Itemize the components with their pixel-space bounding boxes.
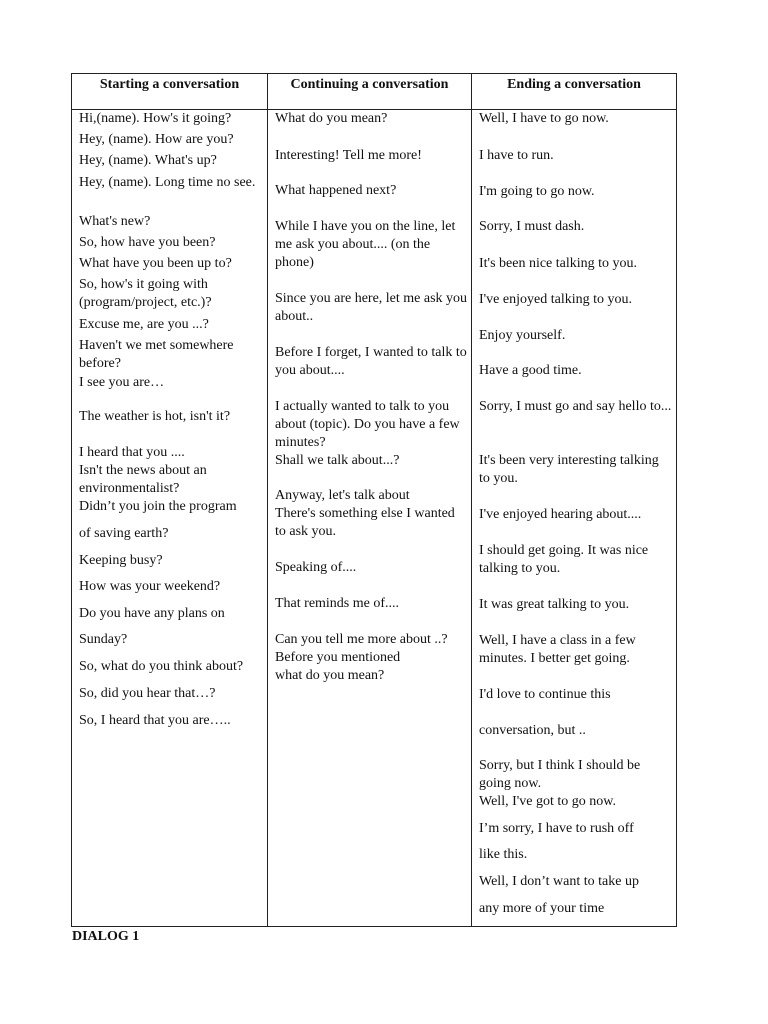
list-item: Well, I don’t want to take up	[479, 874, 639, 889]
list-item: Since you are here, let me ask you about..	[275, 291, 468, 324]
dialog-heading: DIALOG 1	[72, 929, 140, 944]
list-item: I should get going. It was nice talking to you.	[479, 543, 649, 576]
list-item: Well, I've got to go now.	[479, 794, 616, 809]
list-item: Hey, (name). Long time no see.	[79, 175, 256, 190]
list-item: Isn't the news about an environmentalist?	[79, 463, 207, 496]
list-item: Interesting! Tell me more!	[275, 148, 422, 163]
list-item: of saving earth?	[79, 526, 169, 541]
header-ending: Ending a conversation	[507, 77, 641, 92]
list-item: I’m sorry, I have to rush off	[479, 821, 634, 836]
list-item: Keeping busy?	[79, 553, 163, 568]
list-item: Hey, (name). How are you?	[79, 132, 234, 147]
list-item: So, how's it going with (program/project, etc.)?	[79, 277, 212, 310]
list-item: I'd love to continue this	[479, 687, 611, 702]
list-item: Hey, (name). What's up?	[79, 153, 217, 168]
list-item: what do you mean?	[275, 668, 385, 683]
list-item: The weather is hot, isn't it?	[79, 409, 231, 424]
list-item: Shall we talk about...?	[275, 453, 400, 468]
column-divider	[471, 74, 472, 926]
list-item: It's been very interesting talking to you.	[479, 453, 659, 486]
list-item: So, how have you been?	[79, 235, 216, 250]
list-item: Sorry, I must dash.	[479, 219, 585, 234]
list-item: Didn’t you join the program	[79, 499, 237, 514]
list-item: Can you tell me more about ..?	[275, 632, 448, 647]
list-item: Have a good time.	[479, 363, 582, 378]
list-item: So, I heard that you are…..	[79, 713, 231, 728]
header-continuing: Continuing a conversation	[290, 77, 449, 92]
list-item: Speaking of....	[275, 560, 357, 575]
list-item: I actually wanted to talk to you about (topic). Do you have a few minutes?	[275, 399, 460, 450]
list-item: What have you been up to?	[79, 256, 232, 271]
list-item: What do you mean?	[275, 111, 388, 126]
list-item: It was great talking to you.	[479, 597, 630, 612]
list-item: Before you mentioned	[275, 650, 401, 665]
list-item: I've enjoyed hearing about....	[479, 507, 642, 522]
list-item: Well, I have to go now.	[479, 111, 609, 126]
list-item: Well, I have a class in a few minutes. I better get going.	[479, 633, 636, 666]
list-item: any more of your time	[479, 901, 605, 916]
header-starting: Starting a conversation	[99, 77, 240, 92]
column-divider	[267, 74, 268, 926]
conversation-phrases-table	[71, 73, 677, 927]
list-item: Sorry, I must go and say hello to...	[479, 399, 672, 414]
list-item: I have to run.	[479, 148, 554, 163]
list-item: So, did you hear that…?	[79, 686, 216, 701]
list-item: I see you are…	[79, 375, 165, 390]
list-item: It's been nice talking to you.	[479, 256, 638, 271]
list-item: Do you have any plans on	[79, 606, 225, 621]
list-item: like this.	[479, 847, 528, 862]
list-item: Sunday?	[79, 632, 128, 647]
list-item: Sorry, but I think I should be going now.	[479, 758, 641, 791]
list-item: I've enjoyed talking to you.	[479, 292, 632, 307]
list-item: conversation, but ..	[479, 723, 586, 738]
list-item: How was your weekend?	[79, 579, 221, 594]
list-item: I'm going to go now.	[479, 184, 595, 199]
list-item: Anyway, let's talk about	[275, 488, 410, 503]
list-item: Hi,(name). How's it going?	[79, 111, 232, 126]
list-item: That reminds me of....	[275, 596, 400, 611]
list-item: Haven't we met somewhere before?	[79, 338, 234, 371]
list-item: So, what do you think about?	[79, 659, 244, 674]
table-header-row	[72, 74, 676, 110]
list-item: There's something else I wanted to ask you.	[275, 506, 455, 539]
list-item: What's new?	[79, 214, 151, 229]
list-item: While I have you on the line, let me ask you about.... (on the phone)	[275, 219, 456, 270]
list-item: Enjoy yourself.	[479, 328, 566, 343]
list-item: I heard that you ....	[79, 445, 185, 460]
list-item: Excuse me, are you ...?	[79, 317, 209, 332]
list-item: What happened next?	[275, 183, 397, 198]
list-item: Before I forget, I wanted to talk to you about....	[275, 345, 467, 378]
